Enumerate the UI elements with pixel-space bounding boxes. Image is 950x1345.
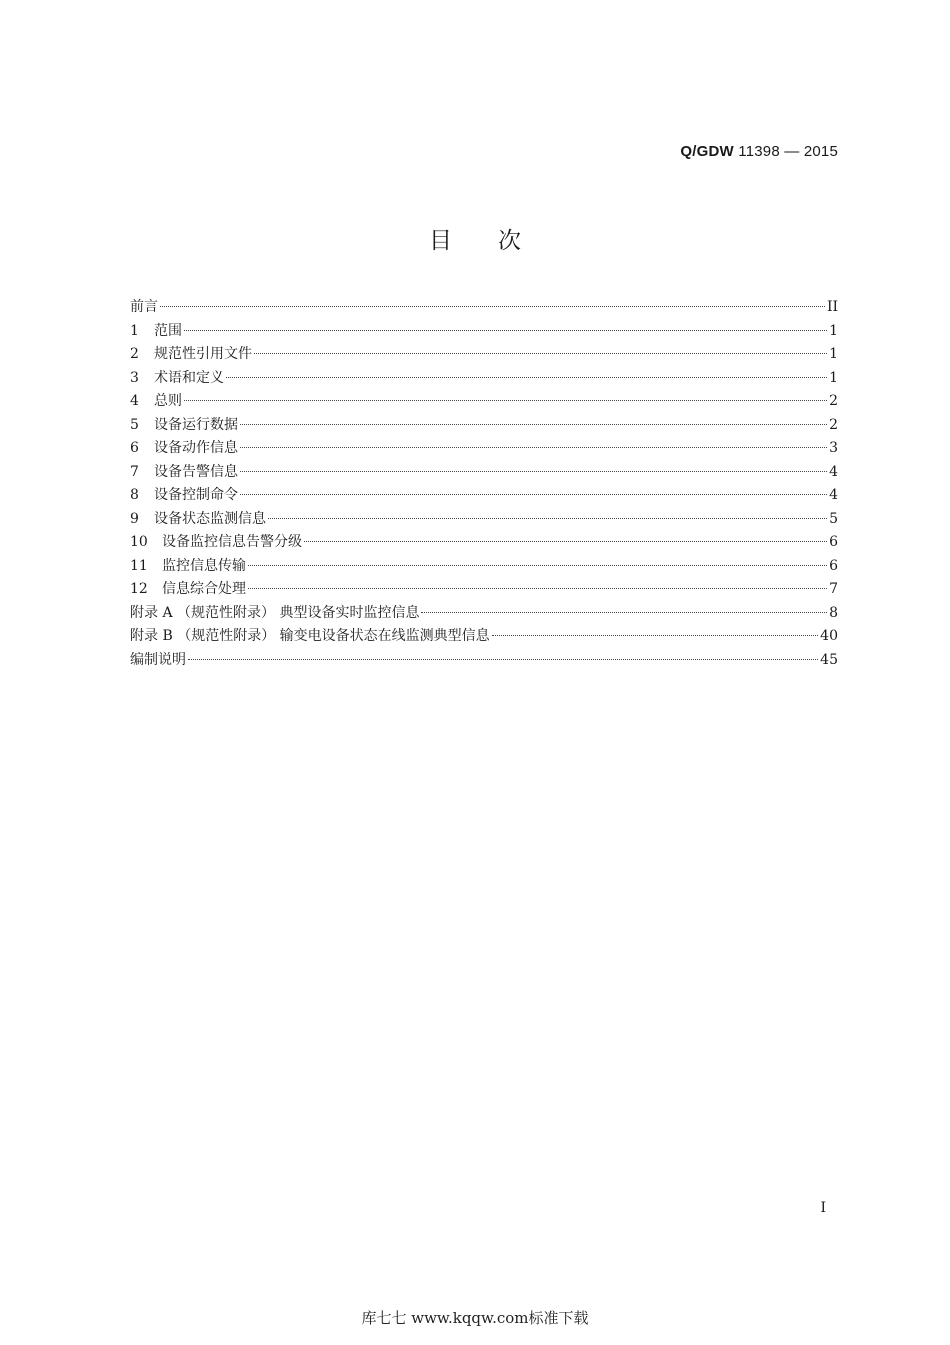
toc-leader-dots — [184, 400, 827, 401]
toc-entry-page: 7 — [829, 581, 838, 597]
toc-leader-dots — [160, 306, 825, 307]
toc-leader-dots — [240, 447, 827, 448]
toc-entry-number: 7 — [130, 463, 139, 480]
toc-entry-page: 5 — [829, 510, 838, 527]
toc-entry-label: 设备状态监测信息 — [154, 510, 266, 527]
toc-entry-label: 信息综合处理 — [162, 581, 246, 597]
toc-entry-label: 范围 — [154, 322, 182, 339]
toc-entry-5[interactable] — [130, 414, 838, 438]
toc-entry-preface[interactable] — [130, 296, 838, 320]
toc-entry-7[interactable] — [130, 461, 838, 485]
toc-entry-number: 8 — [130, 487, 139, 503]
toc-entry-9[interactable] — [130, 508, 838, 532]
toc-entry-label: 规范性引用文件 — [154, 346, 252, 362]
toc-leader-dots — [248, 565, 827, 566]
toc-entry-4[interactable] — [130, 390, 838, 414]
toc-leader-dots — [492, 635, 819, 636]
toc-leader-dots — [188, 659, 818, 660]
toc-entry-number: 4 — [130, 393, 139, 409]
table-of-contents — [130, 296, 838, 672]
standard-code — [680, 143, 838, 160]
standard-prefix: Q/GDW — [680, 143, 734, 160]
toc-entry-page: 45 — [820, 651, 838, 668]
toc-entry-number: 1 — [130, 322, 139, 339]
toc-entry-number: 3 — [130, 369, 139, 386]
toc-entry-label: 编制说明 — [130, 651, 186, 668]
toc-entry-number: 12 — [130, 581, 148, 597]
toc-entry-11[interactable] — [130, 555, 838, 579]
toc-leader-dots — [254, 353, 827, 354]
toc-entry-label: 附录 A （规范性附录） 典型设备实时监控信息 — [130, 604, 420, 621]
toc-entry-label: 设备告警信息 — [154, 463, 238, 480]
toc-entry-page: 1 — [829, 346, 838, 362]
toc-entry-label: 设备动作信息 — [154, 440, 238, 456]
toc-leader-dots — [268, 518, 827, 519]
toc-entry-number: 6 — [130, 440, 139, 456]
toc-entry-compilation-notes[interactable] — [130, 649, 838, 673]
toc-entry-label: 监控信息传输 — [162, 557, 246, 574]
toc-entry-label: 设备控制命令 — [154, 487, 238, 503]
toc-entry-6[interactable] — [130, 437, 838, 461]
toc-leader-dots — [240, 424, 827, 425]
toc-leader-dots — [226, 377, 827, 378]
toc-entry-number: 5 — [130, 416, 139, 433]
page-title: 目次 — [429, 228, 567, 254]
toc-entry-number: 11 — [130, 557, 148, 574]
toc-leader-dots — [184, 330, 827, 331]
toc-entry-label: 设备监控信息告警分级 — [162, 534, 302, 550]
toc-entry-label: 总则 — [154, 393, 182, 409]
toc-entry-number: 10 — [130, 534, 148, 550]
toc-entry-page: 1 — [829, 322, 838, 339]
toc-entry-page: 40 — [820, 628, 838, 644]
toc-leader-dots — [421, 612, 827, 613]
toc-entry-page: 6 — [829, 557, 838, 574]
toc-entry-label: 附录 B （规范性附录） 输变电设备状态在线监测典型信息 — [130, 628, 490, 644]
toc-entry-2[interactable] — [130, 343, 838, 367]
toc-entry-page: 3 — [829, 440, 838, 456]
toc-entry-label: 设备运行数据 — [154, 416, 238, 433]
toc-entry-appendix-a[interactable] — [130, 602, 838, 626]
toc-entry-page: 6 — [829, 534, 838, 550]
toc-entry-10[interactable] — [130, 531, 838, 555]
toc-leader-dots — [240, 494, 827, 495]
toc-entry-number: 2 — [130, 346, 139, 362]
toc-entry-page: 2 — [829, 393, 838, 409]
toc-entry-number: 9 — [130, 510, 139, 527]
toc-entry-page: 4 — [829, 487, 838, 503]
toc-leader-dots — [248, 588, 827, 589]
toc-entry-page: 8 — [829, 604, 838, 621]
toc-entry-page: 4 — [829, 463, 838, 480]
toc-leader-dots — [304, 541, 827, 542]
toc-entry-page: II — [826, 299, 838, 315]
toc-leader-dots — [240, 471, 827, 472]
toc-entry-page: 1 — [829, 369, 838, 386]
toc-entry-appendix-b[interactable] — [130, 625, 838, 649]
toc-entry-label: 前言 — [130, 299, 158, 315]
download-watermark: 库七七 www.kqqw.com标准下载 — [361, 1309, 589, 1327]
toc-entry-3[interactable] — [130, 367, 838, 391]
toc-entry-1[interactable] — [130, 320, 838, 344]
toc-entry-8[interactable] — [130, 484, 838, 508]
toc-entry-label: 术语和定义 — [154, 369, 224, 386]
toc-entry-page: 2 — [829, 416, 838, 433]
page-number: I — [820, 1200, 826, 1216]
standard-number: 11398 — 2015 — [738, 143, 838, 160]
toc-entry-12[interactable] — [130, 578, 838, 602]
